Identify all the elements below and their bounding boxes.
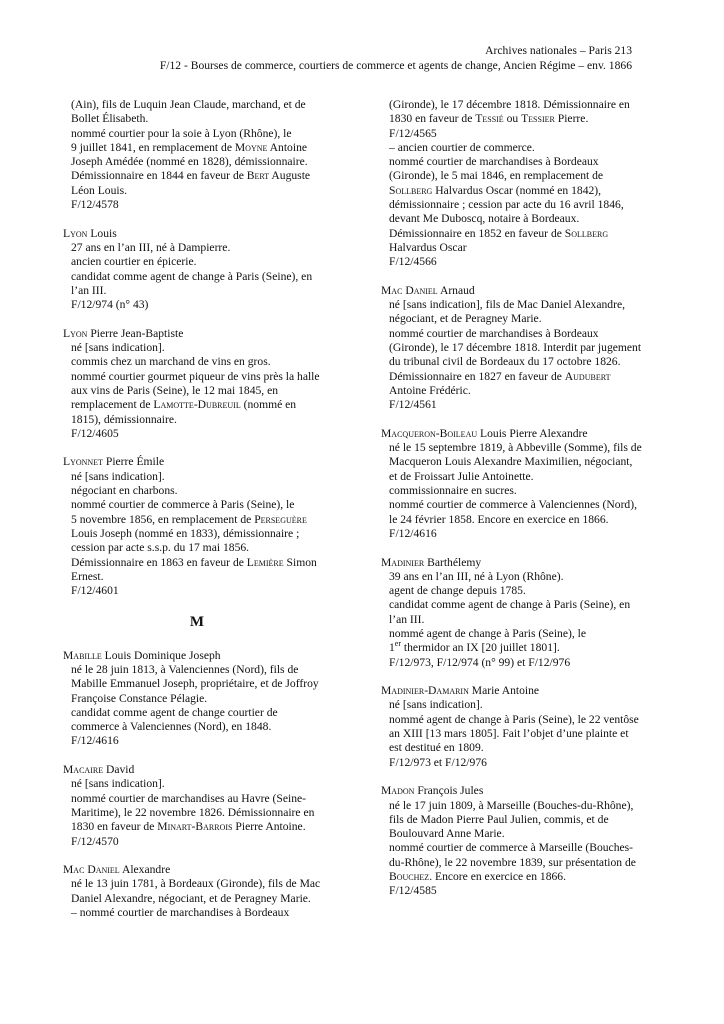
- entry-text-line: 39 ans en l’an III, né à Lyon (Rhône).: [389, 569, 564, 583]
- entry-text-line: 1815), démissionnaire.: [71, 412, 177, 426]
- text-run: 1830 en faveur de: [71, 820, 158, 834]
- entry-given-names: Alexandre: [119, 863, 171, 877]
- entry-surname: Madon: [381, 784, 415, 798]
- entry-surname: Lyon: [63, 226, 88, 240]
- entry-text-line: le 24 février 1858. Encore en exercice en 1866.: [389, 512, 609, 526]
- entry-heading: [63, 863, 331, 877]
- entry-madon-francois-jules: [381, 784, 653, 898]
- archive-reference: F/12/4561: [389, 398, 437, 412]
- entry-text-line: nommé courtier de commerce à Valenciennes (Nord),: [389, 498, 637, 512]
- person-surname: Lamotte-Dubreuil: [153, 398, 241, 412]
- entry-lyonnet-pierre-emile: [63, 455, 331, 598]
- archive-reference: F/12/4565: [389, 126, 437, 140]
- text-run: 1: [389, 641, 395, 655]
- archive-reference: F/12/4616: [389, 526, 437, 540]
- left-column: [63, 98, 331, 935]
- entry-given-names: Louis Pierre Alexandre: [477, 426, 588, 440]
- entry-mac-daniel-alexandre-continued: [381, 98, 653, 270]
- entry-text-line: Antoine Frédéric.: [389, 383, 471, 397]
- entry-text-line: né le 13 juin 1781, à Bordeaux (Gironde), fils de Mac: [71, 877, 321, 891]
- archive-reference: F/12/4601: [71, 584, 119, 598]
- entry-text-line: né le 17 juin 1809, à Marseille (Bouches-du-Rhône),: [389, 798, 634, 812]
- entry-text-line: an XIII [13 mars 1805]. Fait l’objet d’une plainte et: [389, 727, 629, 741]
- entry-text-line: – nommé courtier de marchandises à Bordeaux: [71, 906, 290, 920]
- entry-heading: [381, 684, 653, 698]
- entry-heading: [381, 556, 653, 570]
- entry-mabille-louis-dominique-joseph: [63, 649, 331, 749]
- entry-text-line: [63, 169, 331, 183]
- person-surname: Bouchez: [389, 870, 430, 884]
- entry-macaire-david: [63, 763, 331, 849]
- archive-reference: F/12/973, F/12/974 (n° 99) et F/12/976: [389, 655, 571, 669]
- entry-heading: [381, 427, 653, 441]
- archive-reference: F/12/4570: [71, 834, 119, 848]
- entry-text-line: nommé courtier de marchandises à Bordeaux: [389, 326, 599, 340]
- entry-text-line: nommé agent de change à Paris (Seine), le 22 ventôse: [389, 712, 639, 726]
- entry-text-line: né [sans indication].: [71, 469, 165, 483]
- entry-text-line: [63, 398, 331, 412]
- entry-heading: [63, 227, 331, 241]
- entry-text-line: Maritime), le 22 novembre 1826. Démissionnaire en: [71, 805, 315, 819]
- entry-text-line: devant Me Duboscq, notaire à Bordeaux.: [389, 212, 580, 226]
- person-surname: Tessier: [521, 112, 555, 126]
- entry-text-line: [381, 112, 653, 126]
- entry-text-line: – ancien courtier de commerce.: [389, 140, 535, 154]
- entry-text-line: l’an III.: [389, 612, 425, 626]
- text-run: Démissionnaire en 1844 en faveur de: [71, 169, 247, 183]
- entry-text-line: nommé courtier pour la soie à Lyon (Rhône), le: [71, 126, 292, 140]
- entry-text-line: [381, 641, 653, 655]
- entry-text-line: ancien courtier en épicerie.: [71, 255, 197, 269]
- text-run: Halvardus Oscar (nommé en 1842),: [432, 183, 602, 197]
- entry-text-line: Louis Joseph (nommé en 1833), démissionnaire ;: [71, 526, 300, 540]
- entry-text-line: candidat comme agent de change à Paris (Seine), en: [71, 269, 313, 283]
- entry-text-line: cession par acte s.s.p. du 17 mai 1856.: [71, 541, 250, 555]
- entry-text-line: nommé agent de change à Paris (Seine), le: [389, 626, 587, 640]
- entry-madinier-damarin-marie-antoine: [381, 684, 653, 770]
- entry-heading: [63, 455, 331, 469]
- text-run: thermidor an IX [20 juillet 1801].: [401, 641, 560, 655]
- text-run: Auguste: [269, 169, 311, 183]
- entry-heading: [63, 763, 331, 777]
- entry-surname: Madinier-Damarin: [381, 684, 469, 698]
- entry-text-line: Joseph Amédée (nommé en 1828), démissionnaire.: [71, 155, 308, 169]
- person-surname: Perseguère: [254, 512, 307, 526]
- entry-text-line: négociant, et de Peragney Marie.: [389, 312, 542, 326]
- entry-text-line: (Ain), fils de Luquin Jean Claude, marchand, et de: [71, 98, 306, 111]
- entry-surname: Macaire: [63, 763, 104, 777]
- entry-text-line: Françoise Constance Pélagie.: [71, 691, 208, 705]
- text-run: Démissionnaire en 1827 en faveur de: [389, 369, 565, 383]
- entry-macqueron-boileau-louis-pierre-alexandre: [381, 427, 653, 541]
- entry-text-line: né [sans indication].: [71, 341, 165, 355]
- entry-lyon-louis: [63, 227, 331, 313]
- archive-reference: F/12/4585: [389, 884, 437, 898]
- entry-text-line: né [sans indication].: [71, 777, 165, 791]
- entry-continued: [63, 98, 331, 212]
- entry-given-names: Pierre Émile: [102, 455, 165, 469]
- right-column: [381, 98, 653, 913]
- entry-text-line: Bollet Élisabeth.: [71, 112, 149, 126]
- entry-surname: Lyon: [63, 326, 88, 340]
- text-run: Démissionnaire en 1863 en faveur de: [71, 555, 247, 569]
- text-run: 1830 en faveur de: [389, 112, 476, 126]
- entry-heading: [381, 284, 653, 298]
- entry-text-line: du tribunal civil de Bordeaux du 17 octobre 1826.: [389, 355, 621, 369]
- text-run: Pierre.: [554, 112, 589, 126]
- entry-text-line: (Gironde), le 17 décembre 1818. Démissionnaire en: [389, 98, 630, 111]
- entry-text-line: nommé courtier de marchandises à Bordeaux: [389, 155, 599, 169]
- archive-reference: F/12/4578: [71, 198, 119, 212]
- entry-text-line: l’an III.: [71, 283, 107, 297]
- person-surname: Lemière: [246, 555, 284, 569]
- entry-text-line: (Gironde), le 17 décembre 1818. Interdit par jugement: [389, 341, 642, 355]
- entry-text-line: nommé courtier de commerce à Marseille (Bouches-: [389, 841, 634, 855]
- entry-surname: Mac Daniel: [63, 863, 120, 877]
- entry-mac-daniel-alexandre: [63, 863, 331, 920]
- entry-heading: [63, 649, 331, 663]
- entry-text-line: aux vins de Paris (Seine), le 12 mai 1845, en: [71, 383, 279, 397]
- entry-text-line: Daniel Alexandre, négociant, et de Peragney Marie.: [71, 891, 311, 905]
- entry-text-line: né [sans indication], fils de Mac Daniel Alexandre,: [389, 298, 625, 312]
- entry-text-line: né [sans indication].: [389, 698, 483, 712]
- entry-text-line: candidat comme agent de change courtier de: [71, 705, 278, 719]
- entry-surname: Lyonnet: [63, 455, 103, 469]
- person-surname: Tessié: [475, 112, 504, 126]
- entry-given-names: David: [103, 763, 135, 777]
- person-surname: Sollberg: [564, 226, 609, 240]
- text-run: Simon: [283, 555, 317, 569]
- running-header-title: Archives nationales – Paris 213: [485, 44, 632, 57]
- entry-text-line: [63, 141, 331, 155]
- entry-text-line: fils de Madon Pierre Paul Julien, commis, et de: [389, 812, 609, 826]
- running-header-subtitle: F/12 - Bourses de commerce, courtiers de commerce et agents de change, Ancien Régime – env. 1866: [159, 59, 632, 72]
- entry-text-line: candidat comme agent de change à Paris (Seine), en: [389, 598, 631, 612]
- entry-given-names: François Jules: [414, 784, 484, 798]
- entry-text-line: démissionnaire ; cession par acte du 16 avril 1846,: [389, 198, 624, 212]
- entry-given-names: Barthélemy: [424, 555, 482, 569]
- text-run: remplacement de: [71, 398, 154, 412]
- entry-text-line: nommé courtier de commerce à Paris (Seine), le: [71, 498, 295, 512]
- entry-text-line: Macqueron Louis Alexandre Maximilien, négociant,: [389, 455, 633, 469]
- text-run: Pierre Antoine.: [232, 820, 306, 834]
- entry-surname: Mabille: [63, 648, 102, 662]
- entry-text-line: Boulouvard Anne Marie.: [389, 827, 505, 841]
- entry-surname: Madinier: [381, 555, 425, 569]
- text-run: 9 juillet 1841, en remplacement de: [71, 140, 235, 154]
- entry-text-line: né le 28 juin 1813, à Valenciennes (Nord), fils de: [71, 662, 299, 676]
- entry-surname: Mac Daniel: [381, 283, 438, 297]
- entry-text-line: 27 ans en l’an III, né à Dampierre.: [71, 240, 231, 254]
- archive-reference: F/12/973 et F/12/976: [389, 755, 487, 769]
- entry-text-line: [381, 227, 653, 241]
- entry-text-line: nommé courtier gourmet piqueur de vins près la halle: [71, 369, 320, 383]
- entry-text-line: commissionnaire en sucres.: [389, 484, 517, 498]
- entry-text-line: [63, 556, 331, 570]
- person-surname: Minart-Barrois: [157, 820, 233, 834]
- entry-given-names: Marie Antoine: [468, 684, 540, 698]
- ordinal-suffix: er: [394, 639, 402, 649]
- entry-text-line: nommé courtier de marchandises au Havre (Seine-: [71, 791, 306, 805]
- entry-text-line: commis chez un marchand de vins en gros.: [71, 355, 271, 369]
- person-surname: Bert: [246, 169, 270, 183]
- text-run: Démissionnaire en 1852 en faveur de: [389, 226, 565, 240]
- archive-reference: F/12/4616: [71, 734, 119, 748]
- text-run: . Encore en exercice en 1866.: [429, 870, 566, 884]
- archive-reference: F/12/4605: [71, 426, 119, 440]
- entry-text-line: est destitué en 1809.: [389, 741, 484, 755]
- entry-text-line: négociant en charbons.: [71, 484, 178, 498]
- entry-text-line: [381, 370, 653, 384]
- entry-given-names: Louis Dominique Joseph: [101, 648, 221, 662]
- entry-text-line: [63, 513, 331, 527]
- entry-text-line: Halvardus Oscar: [389, 240, 467, 254]
- section-letter: M: [189, 613, 205, 630]
- entry-text-line: agent de change depuis 1785.: [389, 584, 526, 598]
- entry-text-line: (Gironde), le 5 mai 1846, en remplacement de: [389, 169, 604, 183]
- entry-text-line: Ernest.: [71, 569, 104, 583]
- entry-text-line: et de Froissart Julie Antoinette.: [389, 469, 534, 483]
- entry-text-line: Léon Louis.: [71, 183, 128, 197]
- text-run: 5 novembre 1856, en remplacement de: [71, 512, 255, 526]
- text-run: Antoine: [267, 140, 308, 154]
- entry-lyon-pierre-jean-baptiste: [63, 327, 331, 441]
- entry-given-names: Arnaud: [437, 283, 475, 297]
- entry-text-line: du-Rhône), le 22 novembre 1839, sur présentation de: [389, 855, 636, 869]
- entry-given-names: Louis: [87, 226, 117, 240]
- entry-text-line: né le 15 septembre 1819, à Abbeville (Somme), fils de: [389, 441, 642, 455]
- entry-text-line: [381, 870, 653, 884]
- entry-given-names: Pierre Jean-Baptiste: [87, 326, 184, 340]
- entry-surname: Macqueron-Boileau: [381, 426, 478, 440]
- entry-heading: [381, 784, 653, 798]
- entry-heading: [63, 327, 331, 341]
- archive-reference: F/12/974 (n° 43): [71, 298, 149, 312]
- text-run: ou: [503, 112, 522, 126]
- person-surname: Moyne: [234, 140, 268, 154]
- archive-reference: F/12/4566: [389, 255, 437, 269]
- text-run: (nommé en: [240, 398, 297, 412]
- entry-text-line: [381, 184, 653, 198]
- entry-text-line: commerce à Valenciennes (Nord), en 1848.: [71, 720, 272, 734]
- person-surname: Sollberg: [389, 183, 433, 197]
- entry-madinier-barthelemy: [381, 556, 653, 670]
- entry-text-line: [63, 820, 331, 834]
- entry-text-line: Mabille Emmanuel Joseph, propriétaire, et de Joffroy: [71, 677, 319, 691]
- entry-mac-daniel-arnaud: [381, 284, 653, 413]
- person-surname: Audubert: [564, 369, 611, 383]
